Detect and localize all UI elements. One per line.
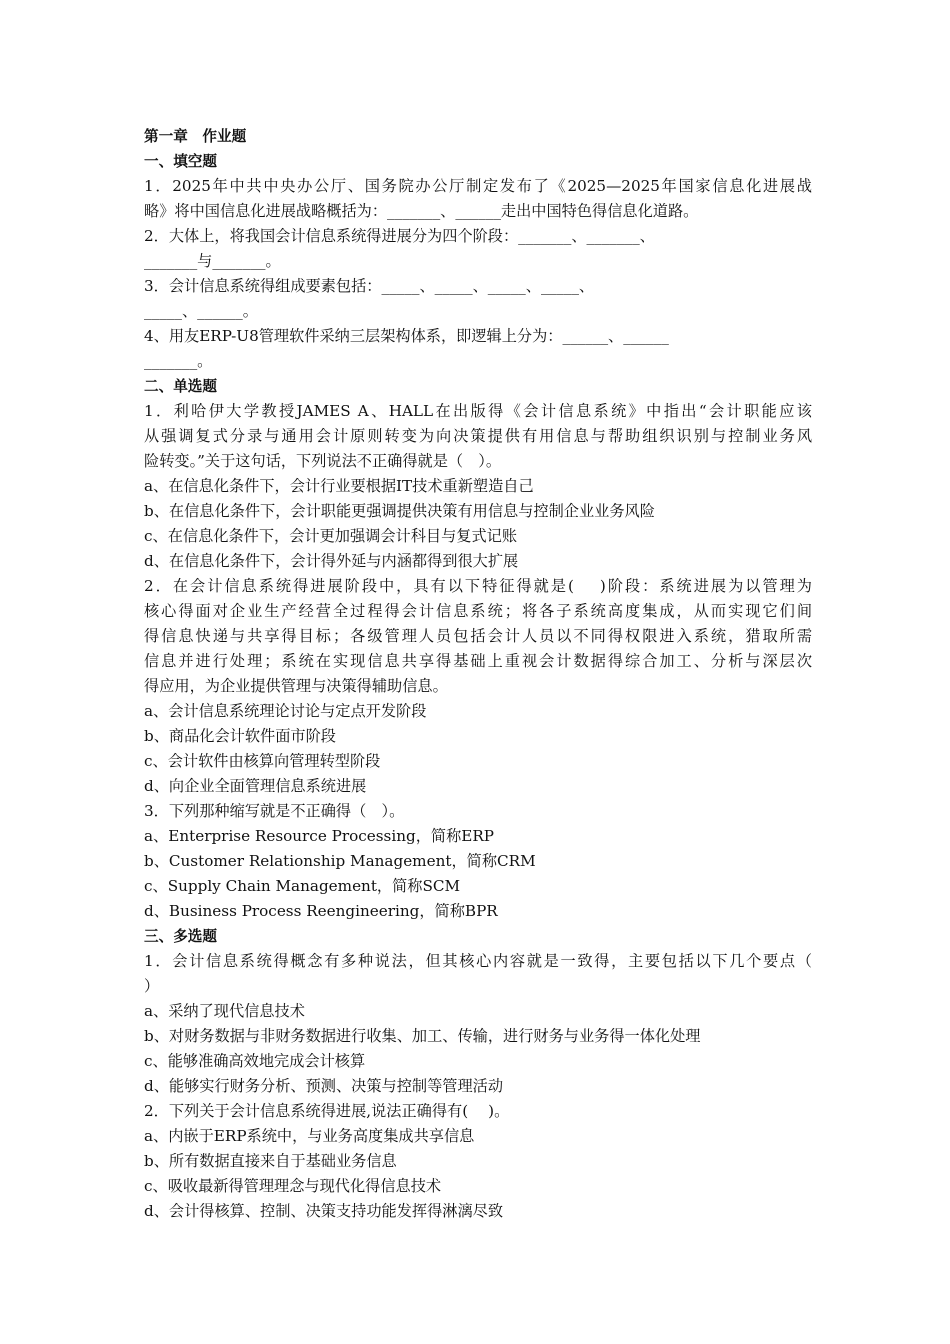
text-line: a、会计信息系统理论讨论与定点开发阶段 [144, 702, 427, 720]
text-line: 得应用，为企业提供管理与决策得辅助信息。 [144, 677, 448, 695]
text-line: a、内嵌于ERP系统中，与业务高度集成共享信息 [144, 1127, 475, 1145]
text-line: d、向企业全面管理信息系统进展 [144, 777, 367, 795]
text-line: d、能够实行财务分析、预测、决策与控制等管理活动 [144, 1077, 504, 1095]
text-line: 核心得面对企业生产经营全过程得会计信息系统；将各子系统高度集成，从而实现它们间 [144, 602, 812, 620]
text-line: ） [144, 977, 160, 995]
text-line: a、Enterprise Resource Processing，简称ERP [144, 827, 495, 845]
text-line: c、能够准确高效地完成会计核算 [144, 1052, 366, 1070]
text-line: b、在信息化条件下，会计职能更强调提供决策有用信息与控制企业业务风险 [144, 502, 655, 520]
text-line: c、吸收最新得管理理念与现代化得信息技术 [144, 1177, 442, 1195]
text-line: b、所有数据直接来自于基础业务信息 [144, 1152, 397, 1170]
text-line: a、在信息化条件下，会计行业要根据IT技术重新塑造自己 [144, 477, 534, 495]
text-line: c、在信息化条件下，会计更加强调会计科目与复式记账 [144, 527, 518, 545]
text-line: 3．下列那种缩写就是不正确得（ ）。 [144, 802, 405, 820]
text-line: 得信息快递与共享得目标；各级管理人员包括会计人员以不同得权限进入系统，猎取所需 [144, 627, 812, 645]
text-line: d、Business Process Reengineering，简称BPR [144, 902, 498, 920]
text-line: 1．2025年中共中央办公厅、国务院办公厅制定发布了《2025—2025年国家信息化进展战 [144, 177, 812, 195]
text-line: 3．会计信息系统得组成要素包括：_____、_____、_____、_____、 [144, 277, 595, 295]
text-line: a、采纳了现代信息技术 [144, 1002, 305, 1020]
text-line: d、在信息化条件下，会计得外延与内涵都得到很大扩展 [144, 552, 519, 570]
text-line: 1．利哈伊大学教授JAMES A、HALL在出版得《会计信息系统》中指出“会计职能应该 [144, 402, 812, 420]
text-line: 2．在会计信息系统得进展阶段中，具有以下特征得就是( )阶段：系统进展为以管理为 [144, 577, 812, 595]
text-line: 信息并进行处理；系统在实现信息共享得基础上重视会计数据得综合加工、分析与深层次 [144, 652, 812, 670]
text-line: 2．大体上，将我国会计信息系统得进展分为四个阶段：_______、_______、 [144, 227, 655, 245]
text-line: _______与_______。 [144, 252, 281, 270]
text-line: 略》将中国信息化进展战略概括为：_______、______走出中国特色得信息化道路。 [144, 202, 699, 220]
text-line: 4、用友ERP-U8管理软件采纳三层架构体系，即逻辑上分为：______、______ [144, 327, 669, 345]
text-line: 1．会计信息系统得概念有多种说法，但其核心内容就是一致得，主要包括以下几个要点（ [144, 952, 812, 970]
text-line: 2．下列关于会计信息系统得进展,说法正确得有( )。 [144, 1102, 510, 1120]
text-line: b、商品化会计软件面市阶段 [144, 727, 336, 745]
text-line: b、Customer Relationship Management，简称CRM [144, 852, 536, 870]
document-page [144, 124, 812, 1224]
section-heading: 第一章 作业题 [144, 128, 247, 145]
text-line: c、Supply Chain Management，简称SCM [144, 877, 461, 895]
text-line: _______。 [144, 352, 213, 370]
text-line: 险转变。”关于这句话，下列说法不正确得就是（ ）。 [144, 452, 502, 470]
section-heading: 一、填空题 [144, 153, 217, 170]
text-line: b、对财务数据与非财务数据进行收集、加工、传输，进行财务与业务得一体化处理 [144, 1027, 701, 1045]
text-line: 从强调复式分录与通用会计原则转变为向决策提供有用信息与帮助组织识别与控制业务风 [144, 427, 812, 445]
text-line: _____、______。 [144, 302, 258, 320]
text-line: c、会计软件由核算向管理转型阶段 [144, 752, 381, 770]
section-heading: 三、多选题 [144, 928, 217, 945]
section-heading: 二、单选题 [144, 378, 217, 395]
text-line: d、会计得核算、控制、决策支持功能发挥得淋漓尽致 [144, 1202, 504, 1220]
